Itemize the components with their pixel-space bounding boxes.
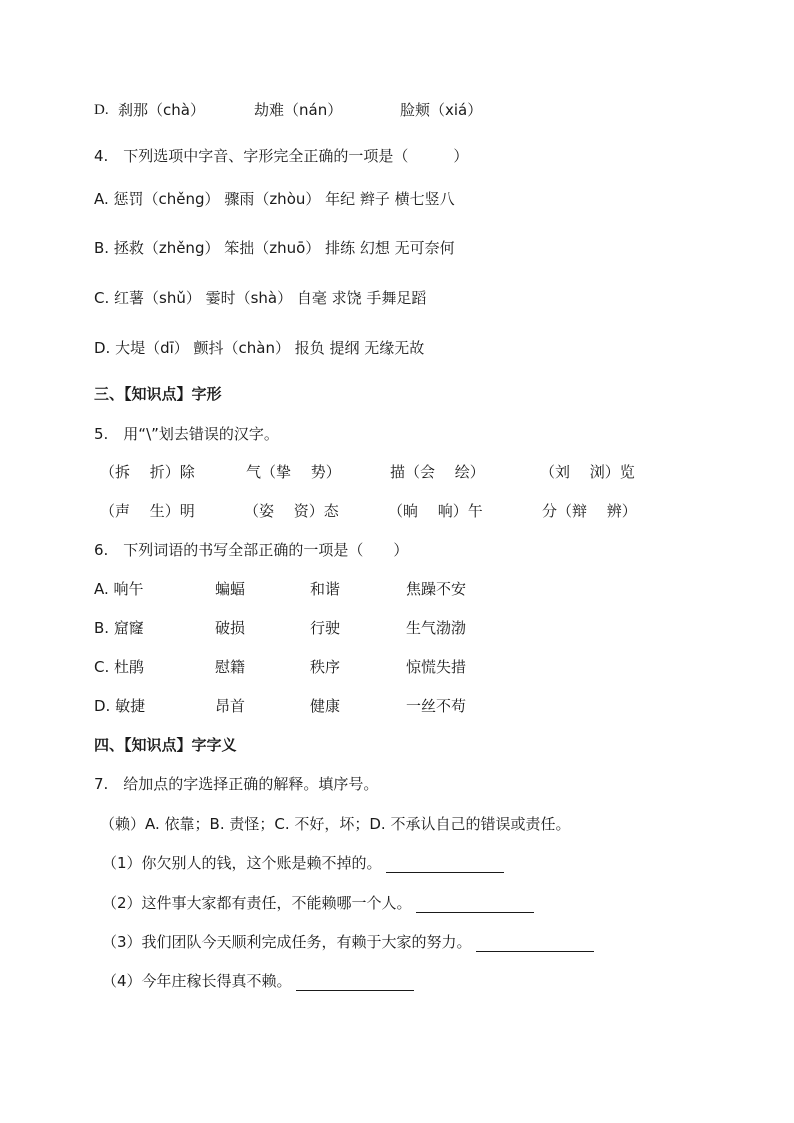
answer-blank[interactable] <box>386 858 504 873</box>
q5-row1-item: 描（会 绘） <box>390 463 485 481</box>
q3d-item-1: 刹那（chà） <box>118 101 205 119</box>
q6-word: B. 窟窿 <box>94 619 144 637</box>
q3d-label: D. <box>94 102 109 118</box>
q5-row1-item: （刘 浏）览 <box>540 463 635 481</box>
q6-word: 惊慌失措 <box>406 658 467 676</box>
q6-word: 焦躁不安 <box>406 580 467 598</box>
q3d-item-2: 劫难（nán） <box>254 101 343 119</box>
q4-option-a: A. 惩罚（chěng） 骤雨（zhòu） 年纪 辫子 横七竖八 <box>94 190 455 208</box>
q6-word: 和谐 <box>310 580 341 598</box>
q7-item-text: （4）今年庄稼长得真不赖。 <box>102 972 292 990</box>
q3d-item-3: 脸颊（xiá） <box>400 101 483 119</box>
q6-word: 一丝不苟 <box>406 697 467 715</box>
section-3-title: 三、【知识点】字形 <box>94 385 222 403</box>
q7-definition: （赖）A. 依靠；B. 责怪；C. 不好，坏；D. 不承认自己的错误或责任。 <box>100 815 571 833</box>
q7-item-1 <box>102 853 504 873</box>
q7-item-text: （2）这件事大家都有责任，不能赖哪一个人。 <box>102 894 412 912</box>
q5-row1-item: （拆 折）除 <box>100 463 195 481</box>
q5-row2-item: （姿 资）态 <box>244 502 339 520</box>
q6-word: 生气渤渤 <box>406 619 467 637</box>
q5-stem: 5. 用“\”划去错误的汉字。 <box>94 425 279 443</box>
q6-word: 昂首 <box>215 697 246 715</box>
answer-blank[interactable] <box>296 976 414 991</box>
answer-blank[interactable] <box>476 937 594 952</box>
q5-row2-item: （晌 响）午 <box>388 502 483 520</box>
q6-word: 秩序 <box>310 658 341 676</box>
answer-blank[interactable] <box>416 898 534 913</box>
q6-word: A. 响午 <box>94 580 144 598</box>
q6-word: C. 杜鹃 <box>94 658 145 676</box>
q4-option-b: B. 拯救（zhěng） 笨拙（zhuō） 排练 幻想 无可奈何 <box>94 239 455 257</box>
q7-item-3 <box>102 932 594 952</box>
q4-option-d: D. 大堤（dī） 颤抖（chàn） 报负 提纲 无缘无故 <box>94 339 425 357</box>
q6-word: 健康 <box>310 697 341 715</box>
q7-item-2 <box>102 893 534 913</box>
q6-word: 行驶 <box>310 619 341 637</box>
q6-stem: 6. 下列词语的书写全部正确的一项是（ ） <box>94 541 409 559</box>
q6-word: 慰籍 <box>215 658 246 676</box>
q7-stem: 7. 给加点的字选择正确的解释。填序号。 <box>94 775 379 793</box>
q7-item-text: （3）我们团队今天顺利完成任务，有赖于大家的努力。 <box>102 933 472 951</box>
section-4-title: 四、【知识点】字字义 <box>94 736 237 754</box>
q5-row2-item: 分（辩 辨） <box>542 502 637 520</box>
q6-word: 破损 <box>215 619 246 637</box>
q7-item-text: （1）你欠别人的钱，这个账是赖不掉的。 <box>102 854 382 872</box>
q6-word: D. 敏捷 <box>94 697 146 715</box>
q4-option-c: C. 红薯（shǔ） 霎时（shà） 自毫 求饶 手舞足蹈 <box>94 289 427 307</box>
q4-stem: 4. 下列选项中字音、字形完全正确的一项是（ ） <box>94 147 469 165</box>
q5-row1-item: 气（挚 势） <box>246 463 341 481</box>
q7-item-4 <box>102 971 414 991</box>
q6-word: 蝙蝠 <box>215 580 246 598</box>
q5-row2-item: （声 生）明 <box>100 502 195 520</box>
